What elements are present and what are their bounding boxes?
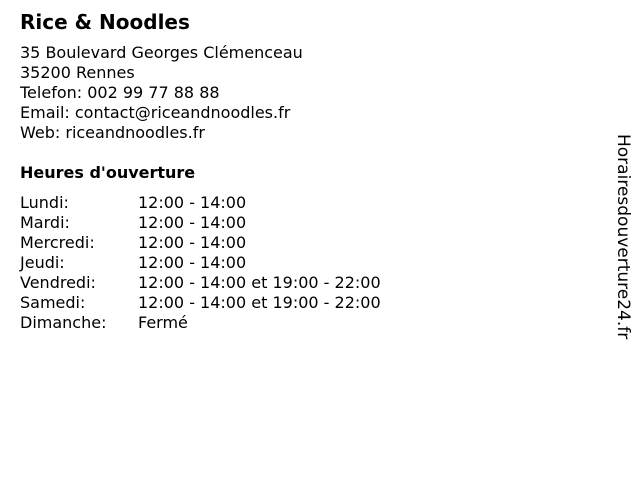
day-label: Vendredi: <box>20 273 96 292</box>
time-range: Fermé <box>138 313 188 332</box>
day-label: Mercredi: <box>20 233 95 252</box>
hours-row-monday <box>20 193 381 213</box>
business-name: Rice & Noodles <box>20 10 190 34</box>
time-range: 12:00 - 14:00 et 19:00 - 22:00 <box>138 293 381 312</box>
time-range: 12:00 - 14:00 <box>138 193 247 212</box>
time-range: 12:00 - 14:00 <box>138 233 247 252</box>
day-label: Mardi: <box>20 213 70 232</box>
time-range: 12:00 - 14:00 et 19:00 - 22:00 <box>138 273 381 292</box>
hours-row-tuesday <box>20 213 381 233</box>
day-label: Lundi: <box>20 193 69 212</box>
hours-row-friday <box>20 273 381 293</box>
hours-row-sunday <box>20 313 381 333</box>
time-range: 12:00 - 14:00 <box>138 253 247 272</box>
day-label: Dimanche: <box>20 313 107 332</box>
address-city: 35200 Rennes <box>20 63 135 82</box>
day-label: Samedi: <box>20 293 86 312</box>
day-label: Jeudi: <box>20 253 65 272</box>
address-street: 35 Boulevard Georges Clémenceau <box>20 43 303 62</box>
hours-heading: Heures d'ouverture <box>20 163 196 182</box>
hours-row-wednesday <box>20 233 381 253</box>
phone-number: Telefon: 002 99 77 88 88 <box>20 83 220 102</box>
time-range: 12:00 - 14:00 <box>138 213 247 232</box>
site-watermark: Horairesdouverture24.fr <box>613 134 633 340</box>
website: Web: riceandnoodles.fr <box>20 123 205 142</box>
email-address: Email: contact@riceandnoodles.fr <box>20 103 291 122</box>
hours-table <box>20 193 381 333</box>
contact-info <box>20 43 303 143</box>
hours-row-thursday <box>20 253 381 273</box>
hours-row-saturday <box>20 293 381 313</box>
